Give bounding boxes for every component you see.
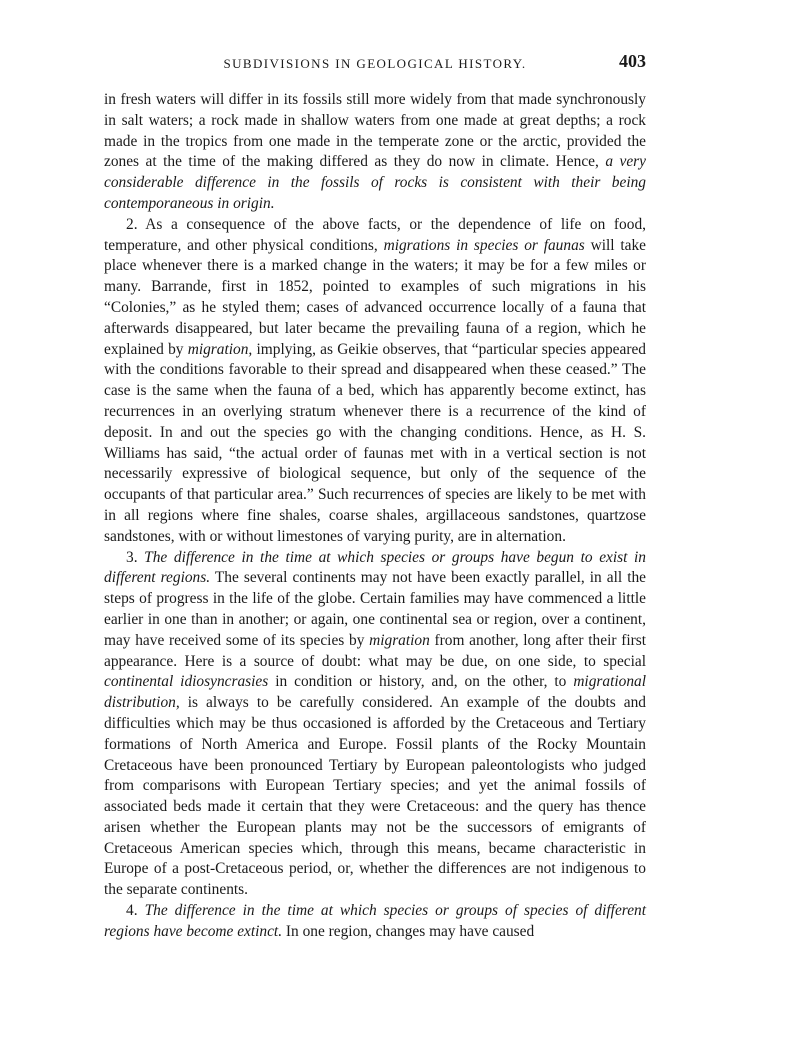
running-title: SUBDIVISIONS IN GEOLOGICAL HISTORY.	[223, 56, 527, 71]
paragraph-continued: in fresh waters will differ in its fossils still more widely from that made synchronously in salt waters; a rock made in shallow waters from one made at great depths; a rock made in the tropics from one made in the temperate zone or the arctic, provided the zones at the time of the making differed as they do now in climate. Hence, a very considerable difference in the fossils of rocks is consistent with their being contemporaneous in origin.	[104, 91, 646, 212]
paragraph-difference-begun: 3. The difference in the time at which species or groups have begun to exist in different regions. The several continents may not have been exactly parallel, in all the steps of progress in the life of the globe. Certain families may have commenced a little earlier in one than in another; or again, one continental sea or region, over a continent, may have received some of its species by migration from another, long after their first appearance. Here is a source of doubt: what may be due, on one side, to special continental idiosyncrasies in condition or history, and, on the other, to migrational distribution, is always to be carefully considered. An example of the doubts and difficulties which may be thus occasioned is afforded by the Cretaceous and Tertiary formations of North America and Europe. Fossil plants of the Rocky Mountain Cretaceous have been pronounced Tertiary by European paleontologists who judged from comparisons with European Tertiary species; and yet the animal fossils of associated beds made it certain that they were Cretaceous: and the query has thence arisen whether the European plants may not be the successors of emigrants of Cretaceous American species which, through this means, became characteristic in Europe of a post-Cretaceous period, or, whether the differences are not indigenous to the separate continents.	[104, 548, 647, 899]
page-number: 403	[619, 51, 646, 71]
body-text	[104, 90, 646, 943]
paragraph-migrations: 2. As a consequence of the above facts, or the dependence of life on food, temperature, and other physical conditions, migrations in species or faunas will take place whenever there is a marked change in the waters; it may be for a few miles or many. Barrande, first in 1852, pointed to examples of such migrations in his “Colonies,” as he styled them; cases of advanced occurrence locally of a fauna that afterwards disappeared, but later became the prevailing fauna of a region, which he explained by migration, implying, as Geikie observes, that “particular species appeared with the conditions favorable to their spread and disappeared when these ceased.” The case is the same when the fauna of a bed, which has apparently become extinct, has recurrences in an overlying stratum whenever there is a recurrence of the kind of deposit. In and out the species go with the changing conditions. Hence, as H. S. Williams has said, “the actual order of faunas met with in a vertical section is not necessarily expressive of biological sequence, but only of the sequence of the occupants of that particular area.” Such recurrences of species are likely to be met with in all regions where fine shales, coarse shales, argillaceous sandstones, quartzose sandstones, with or without limestones of varying purity, are in alternation.	[104, 215, 646, 545]
running-header	[104, 48, 646, 76]
paragraph-difference-extinct: 4. The difference in the time at which species or groups of species of different regions have become extinct. In one region, changes may have caused	[104, 902, 647, 940]
book-page	[104, 48, 646, 943]
